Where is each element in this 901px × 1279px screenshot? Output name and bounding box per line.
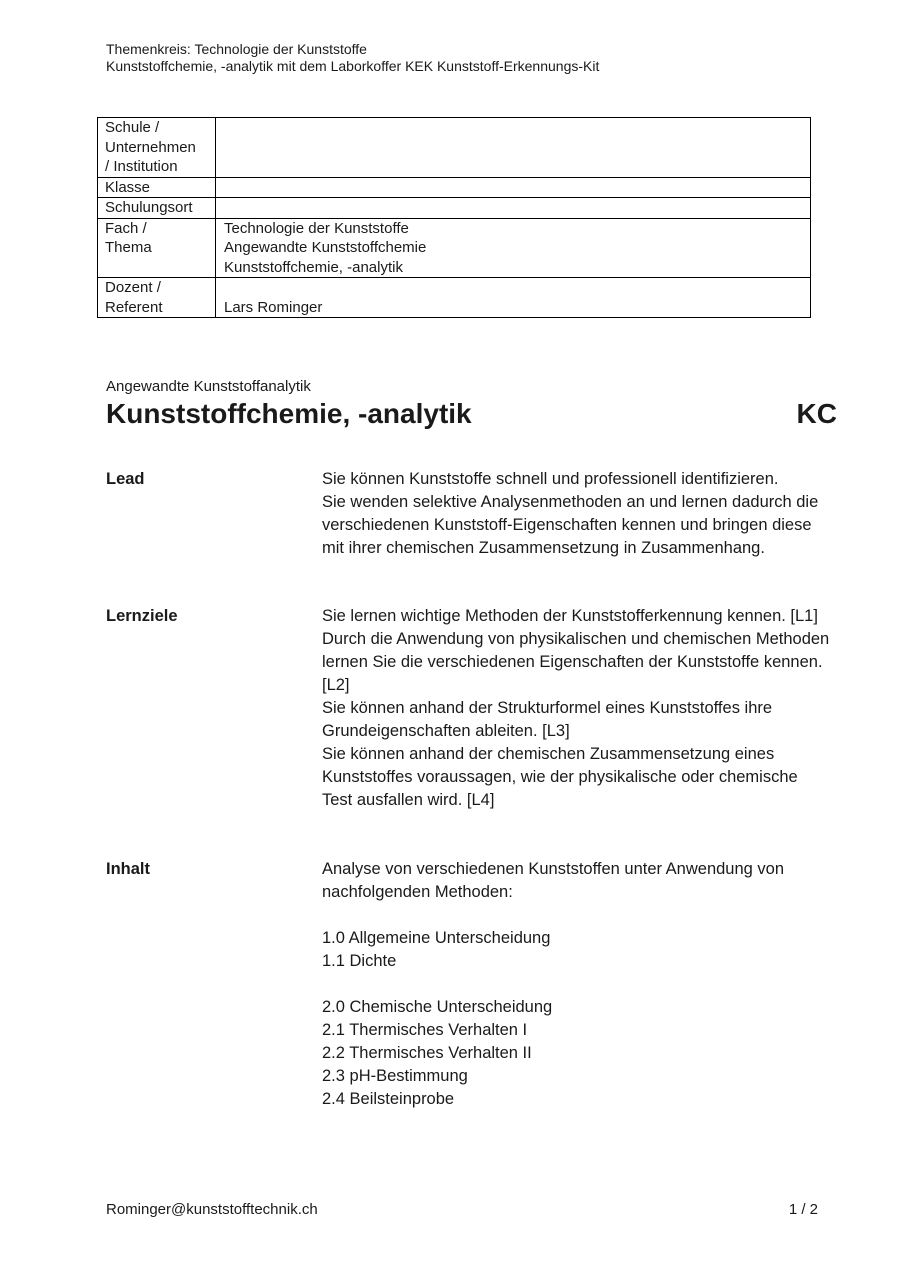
label-line: Klasse [105, 178, 151, 196]
row-value [216, 177, 811, 198]
text-line: Sie können anhand der Strukturformel eines Kunststoffes ihre [322, 699, 773, 717]
text-line: Kunststoffes voraussagen, wie der physikalische oder chemische [322, 768, 798, 786]
table-row [98, 218, 811, 278]
row-label [98, 278, 216, 318]
list-item: 2.4 Beilsteinprobe [322, 1090, 455, 1108]
section-body [322, 858, 862, 1111]
list-item: 2.1 Thermisches Verhalten I [322, 1021, 528, 1039]
label-line: Schulungsort [105, 199, 193, 216]
row-value [216, 198, 811, 219]
spacer [322, 973, 862, 996]
value-blank-line [224, 278, 810, 298]
section-label: Lernziele [106, 607, 178, 625]
label-line: Referent [105, 298, 163, 316]
label-line: Dozent / [105, 279, 161, 296]
page-title: Kunststoffchemie, -analytik [106, 398, 472, 429]
row-value [216, 218, 811, 278]
value-line: Technologie der Kunststoffe [224, 219, 409, 237]
value-line: Lars Rominger [224, 298, 323, 316]
header-topic: Themenkreis: Technologie der Kunststoffe [106, 41, 367, 57]
text-line: Sie können Kunststoffe schnell und professionell identifizieren. [322, 470, 779, 488]
label-line: Fach / [105, 219, 147, 237]
text-line: Durch die Anwendung von physikalischen und chemischen Methoden [322, 630, 830, 648]
table-row [98, 278, 811, 318]
row-value [216, 118, 811, 178]
table-row [98, 198, 811, 219]
section-label: Inhalt [106, 860, 150, 878]
section-label: Lead [106, 470, 145, 488]
subheading: Angewandte Kunststoffanalytik [106, 378, 311, 395]
section-body [322, 468, 862, 560]
text-line: Analyse von verschiedenen Kunststoffen unter Anwendung von [322, 860, 785, 878]
footer-email: Rominger@kunststofftechnik.ch [106, 1201, 318, 1218]
list-item: 2.3 pH-Bestimmung [322, 1067, 468, 1085]
spacer [322, 904, 862, 927]
text-line: nachfolgenden Methoden: [322, 883, 513, 901]
text-line: verschiedenen Kunststoff-Eigenschaften kennen und bringen diese [322, 516, 812, 534]
label-line: Unternehmen [105, 138, 196, 156]
list-item: 1.0 Allgemeine Unterscheidung [322, 929, 551, 947]
info-table [97, 117, 811, 318]
label-line: Schule / [105, 119, 160, 136]
row-label [98, 198, 216, 219]
text-line: [L2] [322, 676, 350, 694]
section-body [322, 605, 862, 812]
text-line: lernen Sie die verschiedenen Eigenschaften der Kunststoffe kennen. [322, 653, 823, 671]
row-label [98, 218, 216, 278]
text-line: Grundeigenschaften ableiten. [L3] [322, 722, 570, 740]
row-label [98, 118, 216, 178]
label-line: / Institution [105, 158, 178, 175]
text-line: mit ihrer chemischen Zusammensetzung in Zusammenhang. [322, 539, 765, 557]
list-item: 1.1 Dichte [322, 952, 397, 970]
text-line: Sie können anhand der chemischen Zusammensetzung eines [322, 745, 775, 763]
text-line: Test ausfallen wird. [L4] [322, 791, 495, 809]
course-code: KC [796, 398, 837, 429]
list-item: 2.0 Chemische Unterscheidung [322, 998, 553, 1016]
table-row [98, 118, 811, 178]
page-number: 1 / 2 [788, 1201, 818, 1218]
row-label [98, 177, 216, 198]
value-line: Angewandte Kunststoffchemie [224, 239, 427, 256]
value-line: Kunststoffchemie, -analytik [224, 258, 403, 276]
document-header [106, 41, 599, 75]
label-line: Thema [105, 239, 152, 256]
header-subtitle: Kunststoffchemie, -analytik mit dem Laborkoffer KEK Kunststoff-Erkennungs-Kit [106, 58, 600, 74]
table-row [98, 177, 811, 198]
text-line: Sie lernen wichtige Methoden der Kunststofferkennung kennen. [L1] [322, 607, 818, 625]
row-value [216, 278, 811, 318]
list-item: 2.2 Thermisches Verhalten II [322, 1044, 532, 1062]
text-line: Sie wenden selektive Analysenmethoden an und lernen dadurch die [322, 493, 819, 511]
